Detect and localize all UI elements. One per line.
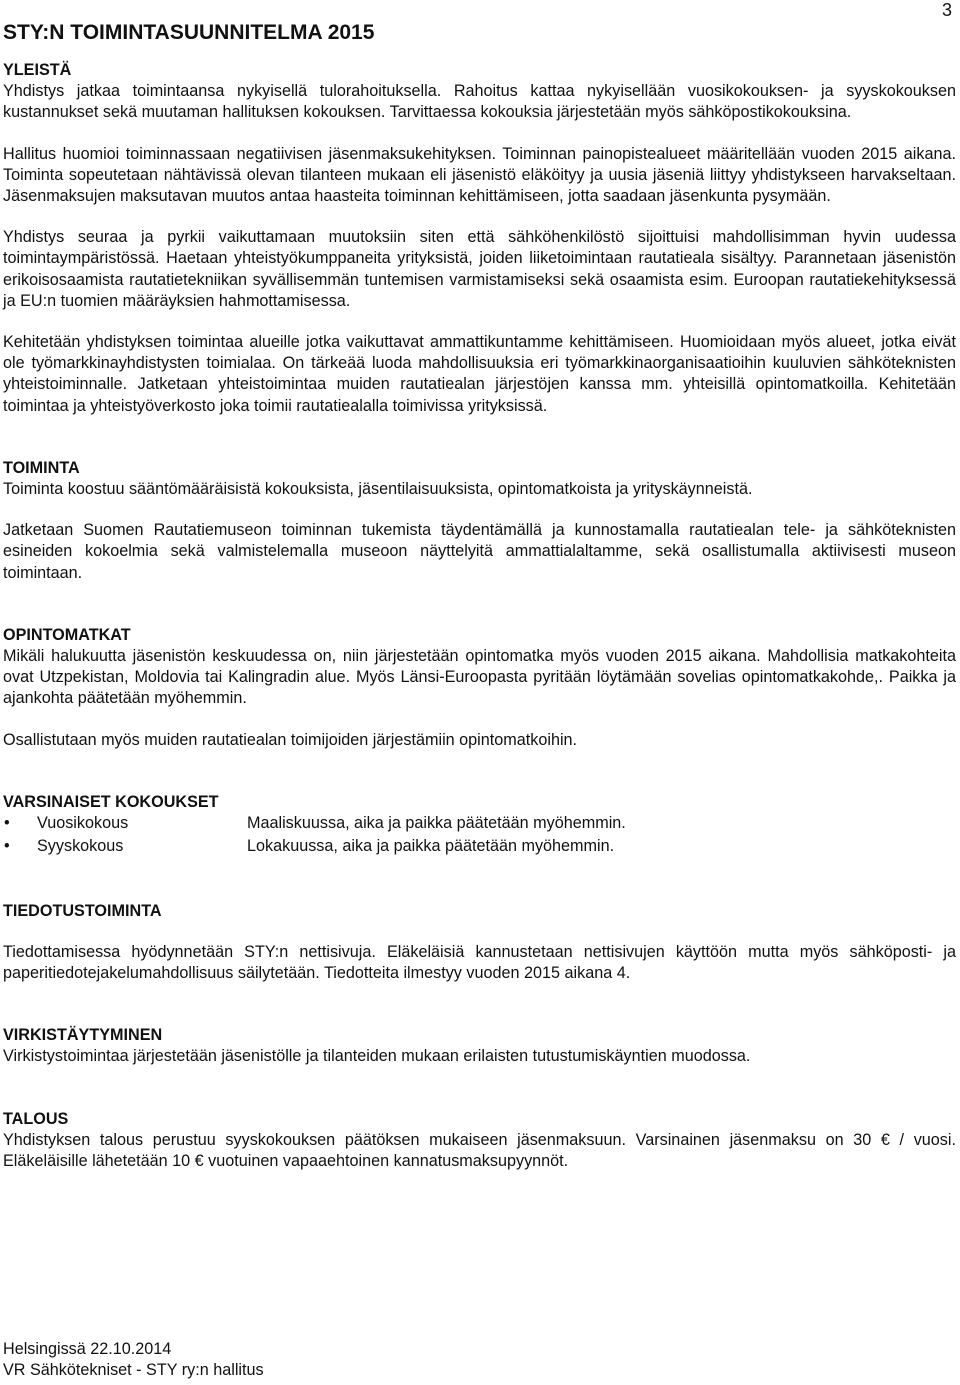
- paragraph: Osallistutaan myös muiden rautatiealan toimijoiden järjestämiin opintomatkoihin.: [3, 730, 578, 749]
- meeting-detail: Lokakuussa, aika ja paikka päätetään myöhemmin.: [247, 837, 615, 856]
- page-number: 3: [941, 0, 952, 20]
- section-heading-tiedotus: TIEDOTUSTOIMINTA: [3, 901, 162, 920]
- meeting-list: [3, 813, 956, 860]
- list-item: [3, 836, 956, 859]
- document-body: [3, 60, 956, 1172]
- paragraph: Yhdistys seuraa ja pyrkii vaikuttamaan muutoksiin siten että sähköhenkilöstö sijoittuisi mahdollisimman hyvin uudessa toimintaympäristössä. Haetaan yhteistyökumppaneita yrityksistä, joiden liiketoimintaan rautatieala sisältyy. Parannetaan jäsenistön erikoisosaamista rautatietekniikan syvällisemmän tuntemisen varmistamiseksi sekä osaamista esim. Euroopan rautatiekehityksessä ja EU:n tuomien määräyksien hahmottamisessa.: [3, 228, 956, 310]
- section-heading-kokoukset: VARSINAISET KOKOUKSET: [3, 792, 219, 811]
- place-date: Helsingissä 22.10.2014: [3, 1340, 172, 1358]
- paragraph: Mikäli halukuutta jäsenistön keskuudessa on, niin järjestetään opintomatka myös vuoden 2015 aikana. Mahdollisia matkakohteita ovat Utzpekistan, Moldovia tai Kalingradin alue. Myös Länsi-Euroopasta pyritään löytämään sovelias opintomatkakohde,. Paikka ja ajankohta päätetään myöhemmin.: [3, 647, 956, 708]
- paragraph: Tiedottamisessa hyödynnetään STY:n nettisivuja. Eläkeläisiä kannustetaan nettisivujen käyttöön mutta myös sähköposti- ja paperitiedotejakelumahdollisuus säilytetään. Tiedotteita ilmestyy vuoden 2015 aikana 4.: [3, 942, 956, 983]
- section-heading-yleista: YLEISTÄ: [3, 61, 72, 79]
- paragraph: Hallitus huomioi toiminnassaan negatiivisen jäsenmaksukehityksen. Toiminnan painopistealueet määritellään vuoden 2015 aikana. Toiminta sopeutetaan nähtävissä olevan tilanteen mukaan eli jäsenistö eläköityy ja uusia jäseniä liittyy yhdistykseen harvakseltaan. Jäsenmaksujen maksutavan muutos antaa haasteita toiminnan kehittämiseen, jotta saadaan jäsenkunta pysymään.: [3, 144, 956, 206]
- section-heading-virkistys: VIRKISTÄYTYMINEN: [3, 1026, 163, 1045]
- paragraph: Virkistystoimintaa järjestetään jäsenistölle ja tilanteiden mukaan erilaisten tutustumiskäyntien muodossa.: [3, 1047, 751, 1066]
- meeting-name: Syyskokous: [37, 837, 124, 856]
- paragraph: Kehitetään yhdistyksen toimintaa alueille jotka vaikuttavat ammattikuntamme kehittämiseen. Huomioidaan myös alueet, jotka eivät ole työmarkkinayhdistysten toimialaa. On tärkeää luoda mahdollisuuksia eri työmarkkinaorganisaatioihin kuuluvien sähköteknisten yhteistoiminnalle. Jatketaan yhteistoimintaa muiden rautatiealan järjestöjen kanssa mm. yhteisillä opintomatkoilla. Kehitetään toimintaa ja yhteistyöverkosto joka toimii rautatiealalla toimivissa yrityksissä.: [3, 333, 956, 415]
- document-footer: [3, 1339, 264, 1381]
- paragraph: Yhdistys jatkaa toimintaansa nykyisellä tulorahoituksella. Rahoitus kattaa nykyisellään vuosikokouksen- ja syyskokouksen kustannukset sekä muutaman hallituksen kokouksen. Tarvittaessa kokouksia järjestetään myös sähköpostikokouksina.: [3, 82, 956, 122]
- paragraph: Toiminta koostuu sääntömääräisistä kokouksista, jäsentilaisuuksista, opintomatkoista ja yrityskäynneistä.: [3, 480, 753, 499]
- meeting-detail: Maaliskuussa, aika ja paikka päätetään myöhemmin.: [247, 814, 626, 833]
- bullet-icon: •: [4, 837, 10, 856]
- list-item: [3, 813, 956, 836]
- bullet-icon: •: [4, 814, 10, 833]
- meeting-name: Vuosikokous: [37, 814, 129, 833]
- paragraph: Yhdistyksen talous perustuu syyskokouksen päätöksen mukaiseen jäsenmaksuun. Varsinainen jäsenmaksu on 30 € / vuosi. Eläkeläisille lähetetään 10 € vuotuinen vapaaehtoinen kannatusmaksupyynnöt.: [3, 1130, 956, 1171]
- document-title: STY:N TOIMINTASUUNNITELMA 2015: [3, 21, 375, 44]
- paragraph: Jatketaan Suomen Rautatiemuseon toiminnan tukemista täydentämällä ja kunnostamalla rautatiealan tele- ja sähköteknisten esineiden kokoelmia sekä valmistelemalla museoon näyttelyitä ammattialaltamme, sekä osallistumalla aktiivisesti museon toimintaan.: [3, 521, 956, 582]
- section-heading-talous: TALOUS: [3, 1109, 69, 1128]
- signature: VR Sähkötekniset - STY ry:n hallitus: [3, 1361, 264, 1379]
- section-heading-opintomatkat: OPINTOMATKAT: [3, 625, 131, 644]
- section-heading-toiminta: TOIMINTA: [3, 458, 80, 477]
